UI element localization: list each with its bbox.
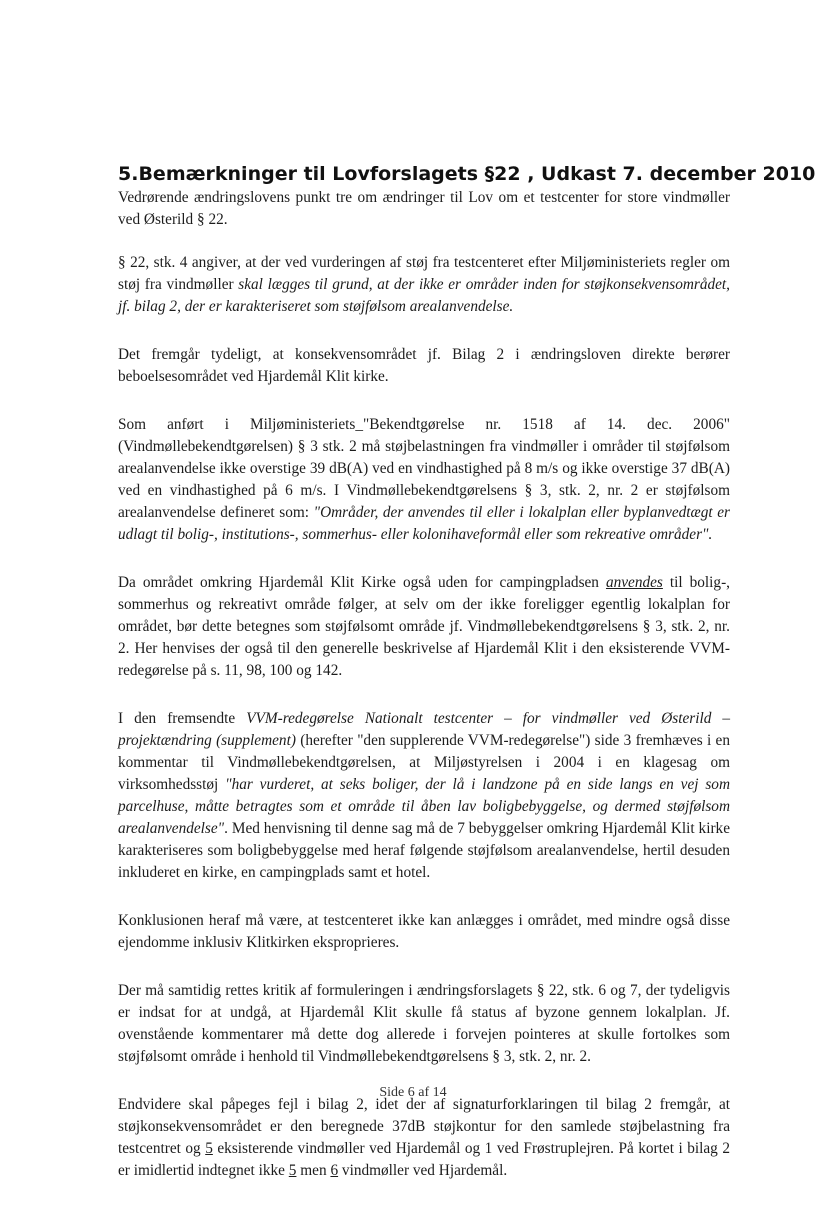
paragraph-konklusion-text: Konklusionen heraf må være, at testcenteret ikke kan anlægges i området, med mindre også disse ejendomme inklusiv Klitkirken eksproprieres. [118,912,730,951]
paragraph-bilag2-number-1: 5 [205,1140,213,1157]
section-number: 5. [118,163,139,185]
paragraph-omraadet-text-a: Da området omkring Hjardemål Klit Kirke også uden for campingpladsen [118,574,606,591]
paragraph-bekendtgoerelse-quote: "Områder, der anvendes til eller i lokalplan eller byplanvedtægt er udlagt til bolig-, institutions-, sommerhus- eller kolonihaveformål eller som rekreative områder". [118,504,730,543]
paragraph-vvm-text-c: (herefter "den supplerende VVM-redegørelse") side 3 fremhæves i en kommentar til Vindmøllebekendtgørelsen, at Miljøstyrelsen i 2004 i en klagesag om virksomhedsstøj [118,732,730,793]
paragraph-konsekvensomraade-text: Det fremgår tydeligt, at konsekvensområdet jf. Bilag 2 i ændringsloven direkte berører beboelsesområdet ved Hjardemål Klit kirke. [118,346,730,385]
paragraph-konklusion [118,910,730,954]
paragraph-bilag2-text-d: vindmøller ved Hjardemål. [338,1162,508,1179]
section-heading [118,163,816,185]
paragraph-stk4-text: § 22, stk. 4 angiver, at der ved vurderingen af støj fra testcenteret efter Miljøministeriets regler om støj fra vindmøller [118,254,730,293]
paragraph-konsekvensomraade [118,344,730,388]
page-number: Side 6 af 14 [379,1085,447,1100]
paragraph-vvm [118,708,730,884]
paragraph-bilag2-text-b: eksisterende vindmøller ved Hjardemål og 1 ved Frøstruplejren. På kortet i bilag 2 er imidlertid indtegnet ikke [118,1140,730,1179]
section-title: Bemærkninger til Lovforslagets §22 , Udkast 7. december 2010 [138,163,816,185]
paragraph-vvm-title: VVM-redegørelse Nationalt testcenter – for vindmøller ved Østerild – projektændring (supplement) [118,710,731,749]
paragraph-bilag2-number-3: 6 [330,1162,339,1179]
paragraph-kritik-text: Der må samtidig rettes kritik af formuleringen i ændringsforslagets § 22, stk. 6 og 7, der tydeligvis er indsat for at undgå, at Hjardemål Klit skulle få status af byzone gennem lokalplan. Jf. ovenstående kommentarer må dette dog allerede i forvejen pointeres at skulle fortolkes som støjfølsomt område i henhold til Vindmøllebekendtgørelsens § 3, stk. 2, nr. 2. [118,982,730,1065]
paragraph-omraadet-text-b: til bolig-, sommerhus og rekreativt område følger, at selv om der ikke foreligger egentlig lokalplan for området, bør dette betegnes som støjfølsomt område jf. Vindmøllebekendtgørelsens § 3, stk. 2, nr. 2. Her henvises der også til den generelle beskrivelse af Hjardemål Klit i den eksisterende VVM-redegørelse på s. 11, 98, 100 og 142. [118,574,730,679]
paragraph-bilag2-text-c: men [296,1162,331,1179]
paragraph-kritik [118,980,730,1068]
document-body [118,163,816,1208]
paragraph-bekendtgoerelse [118,414,730,546]
paragraph-intro [118,187,730,231]
paragraph-omraadet-emphasis: anvendes [605,574,663,591]
paragraph-bekendtgoerelse-text: Som anført i Miljøministeriets_"Bekendtgørelse nr. 1518 af 14. dec. 2006" (Vindmøllebekendtgørelsen) § 3 stk. 2 må støjbelastningen fra vindmøller i områder til støjfølsom arealanvendelse ikke overstige 39 dB(A) ved en vindhastighed på 8 m/s og ikke overstige 37 dB(A) ved en vindhastighed på 6 m/s. I Vindmøllebekendtgørelsens § 3, stk. 2, nr. 2 er støjfølsom arealanvendelse defineret som: [118,416,730,521]
paragraph-stk4-quote: skal lægges til grund, at der ikke er områder inden for støjkonsekvensområdet, jf. bilag 2, der er karakteriseret som støjfølsom arealanvendelse. [118,276,730,315]
paragraph-vvm-text-a: I den fremsendte [118,710,247,727]
paragraph-bilag2-number-2: 5 [288,1162,297,1179]
paragraph-intro-text: Vedrørende ændringslovens punkt tre om ændringer til Lov om et testcenter for store vindmøller ved Østerild § 22. [118,189,730,228]
paragraph-bilag2-text-a: Endvidere skal påpeges fejl i bilag 2, idet der af signaturforklaringen til bilag 2 fremgår, at støjkonsekvensområdet er den beregnede 37dB støjkontur for den samlede støjbelastning fra testcentret og [118,1096,730,1157]
paragraph-vvm-text-e: . Med henvisning til denne sag må de 7 bebyggelser omkring Hjardemål Klit kirke karakteriseres som boligbebyggelse med heraf følgende støjfølsom arealanvendelse, hertil desuden inkluderet en kirke, en campingplads samt et hotel. [118,820,730,881]
paragraph-vvm-quote: "har vurderet, at seks boliger, der lå i landzone på en side langs en vej som parcelhuse, måtte betragtes som et område til åben lav boligbebyggelse, og dermed støjfølsom arealanvendelse" [118,776,730,837]
paragraph-omraadet [118,572,730,682]
paragraph-stk4 [118,252,730,318]
